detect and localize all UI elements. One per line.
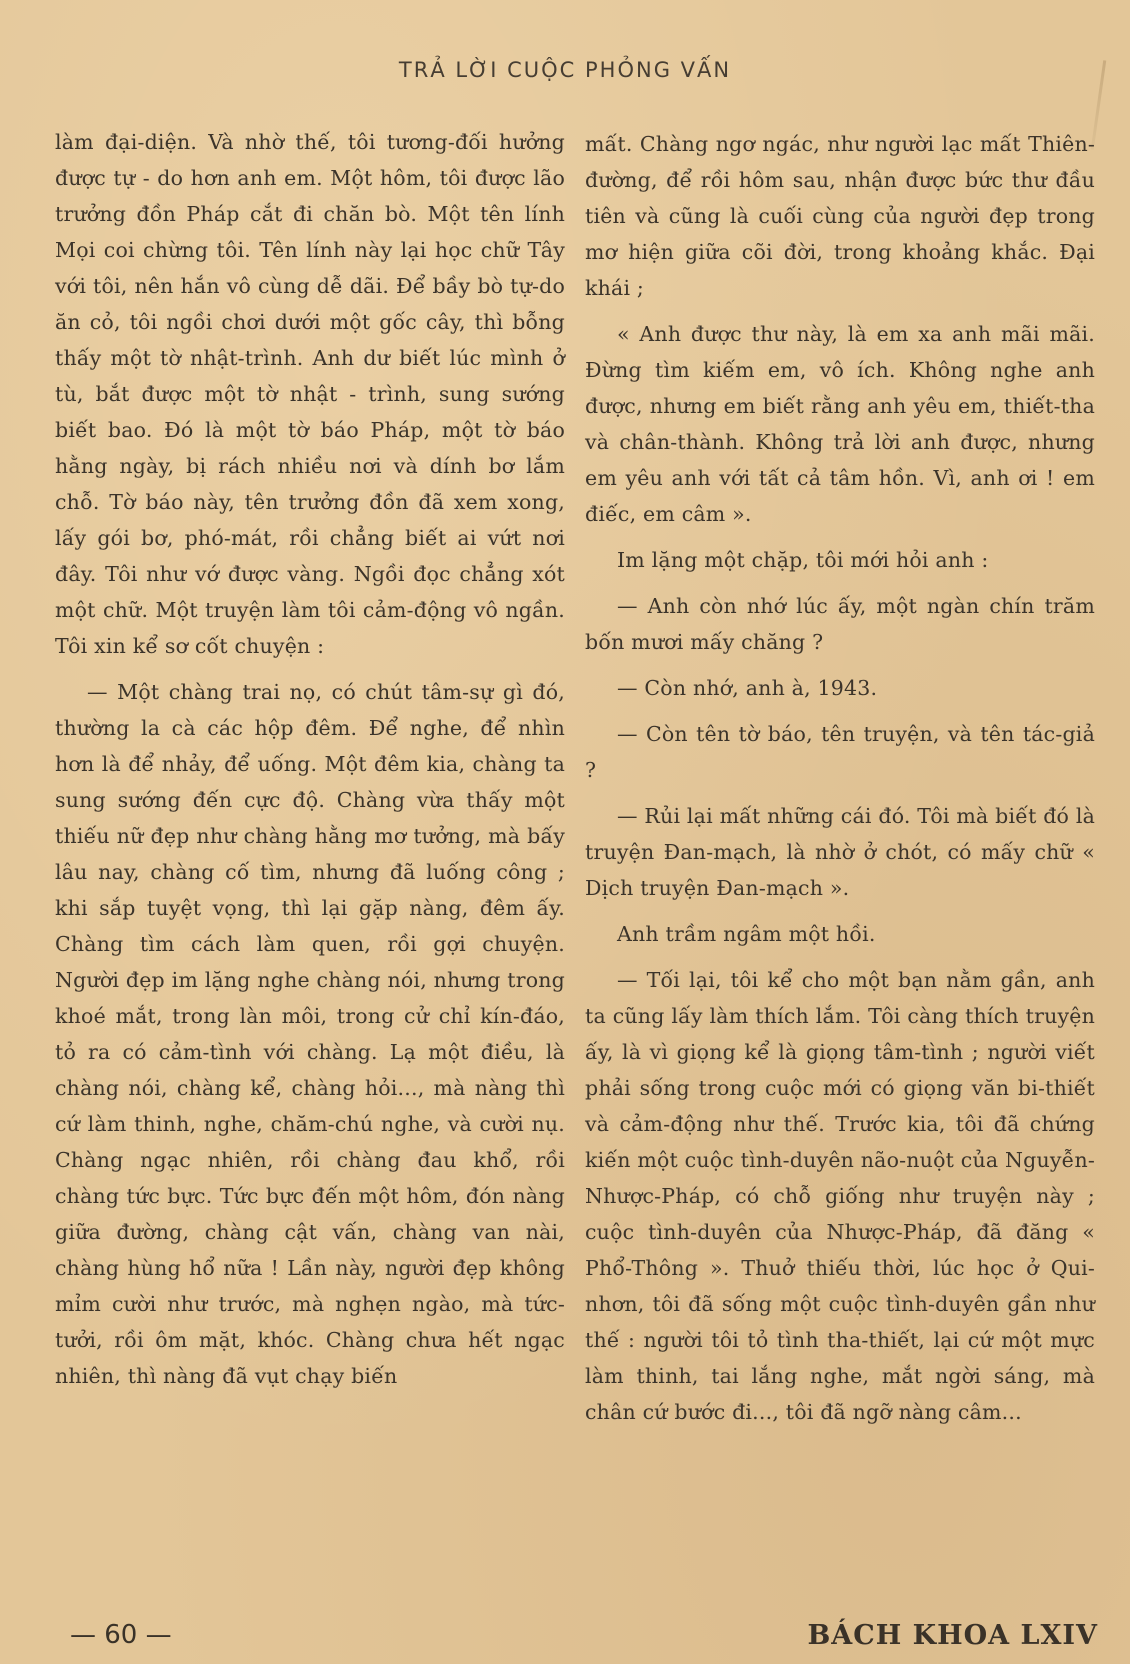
paragraph: Im lặng một chặp, tôi mới hỏi anh : [617,548,989,572]
dialogue-line: — Còn tên tờ báo, tên truyện, và tên tác-giả ? [585,722,1095,782]
letter-quote: « Anh được thư này, là em xa anh mãi mãi. Đừng tìm kiếm em, vô ích. Không nghe anh được, nhưng em biết rằng anh yêu em, thiết-tha và chân-thành. Không trả lời anh được, nhưng em yêu anh với tất cả tâm hồn. Vì, anh ơi ! em điếc, em câm ». [585,322,1095,526]
right-column [585,126,1095,1430]
magazine-issue: BÁCH KHOA LXIV [807,1620,1098,1651]
left-column [55,124,565,1394]
paragraph: làm đại-diện. Và nhờ thế, tôi tương-đối hưởng được tự - do hơn anh em. Một hôm, tôi được lão trưởng đồn Pháp cắt đi chăn bò. Một tên lính Mọi coi chừng tôi. Tên lính này lại học chữ Tây với tôi, nên hắn vô cùng dễ dãi. Để bầy bò tự-do ăn cỏ, tôi ngồi chơi dưới một gốc cây, thì bỗng thấy một tờ nhật-trình. Anh dư biết lúc mình ở tù, bắt được một tờ nhật - trình, sung sướng biết bao. Đó là một tờ báo Pháp, một tờ báo hằng ngày, bị rách nhiều nơi và dính bơ lắm chỗ. Tờ báo này, tên trưởng đồn đã xem xong, lấy gói bơ, phó-mát, rồi chẳng biết ai vứt nơi đây. Tôi như vớ được vàng. Ngồi đọc chẳng xót một chữ. Một truyện làm tôi cảm-động vô ngần. Tôi xin kể sơ cốt chuyện : [55,130,565,658]
paragraph: Anh trầm ngâm một hồi. [617,922,876,946]
dialogue-line: — Rủi lại mất những cái đó. Tôi mà biết đó là truyện Đan-mạch, là nhờ ở chót, có mấy chữ « Dịch truyện Đan-mạch ». [585,804,1095,900]
page-number: — 60 — [70,1620,172,1650]
running-header: TRẢ LỜI CUỘC PHỎNG VẤN [398,58,732,82]
paragraph: mất. Chàng ngơ ngác, như người lạc mất Thiên-đường, để rồi hôm sau, nhận được bức thư đầu tiên và cũng là cuối cùng của người đẹp trong mơ hiện giữa cõi đời, trong khoảng khắc. Đại khái ; [585,132,1095,300]
dialogue-line: — Anh còn nhớ lúc ấy, một ngàn chín trăm bốn mươi mấy chăng ? [585,594,1095,654]
dialogue-line: — Tối lại, tôi kể cho một bạn nằm gần, anh ta cũng lấy làm thích lắm. Tôi càng thích truyện ấy, là vì giọng kể là giọng tâm-tình ; người viết phải sống trong cuộc mới có giọng văn bi-thiết và cảm-động như thế. Trước kia, tôi đã chứng kiến một cuộc tình-duyên não-nuột của Nguyễn-Nhược-Pháp, có chỗ giống như truyện này ; cuộc tình-duyên của Nhược-Pháp, đã đăng « Phổ-Thông ». Thuở thiếu thời, lúc học ở Qui-nhơn, tôi đã sống một cuộc tình-duyên gần như thế : người tôi tỏ tình tha-thiết, lại cứ một mực làm thinh, tai lắng nghe, mắt ngời sáng, mà chân cứ bước đi..., tôi đã ngỡ nàng câm... [585,968,1095,1424]
dialogue-line: — Còn nhớ, anh à, 1943. [617,676,878,700]
paragraph: — Một chàng trai nọ, có chút tâm-sự gì đó, thường la cà các hộp đêm. Để nghe, để nhìn hơn là để nhảy, để uống. Một đêm kia, chàng ta sung sướng đến cực độ. Chàng vừa thấy một thiếu nữ đẹp như chàng hằng mơ tưởng, mà bấy lâu nay, chàng cố tìm, nhưng đã luống công ; khi sắp tuyệt vọng, thì lại gặp nàng, đêm ấy. Chàng tìm cách làm quen, rồi gợi chuyện. Người đẹp im lặng nghe chàng nói, nhưng trong khoé mắt, trong làn môi, trong cử chỉ kín-đáo, tỏ ra có cảm-tình với chàng. Lạ một điều, là chàng nói, chàng kể, chàng hỏi..., mà nàng thì cứ làm thinh, nghe, chăm-chú nghe, và cười nụ. Chàng ngạc nhiên, rồi chàng đau khổ, rồi chàng tức bực. Tức bực đến một hôm, đón nàng giữa đường, chàng cật vấn, chàng van nài, chàng hùng hổ nữa ! Lần này, người đẹp không mỉm cười như trước, mà nghẹn ngào, mà tức-tưởi, rồi ôm mặt, khóc. Chàng chưa hết ngạc nhiên, thì nàng đã vụt chạy biến [55,680,565,1388]
